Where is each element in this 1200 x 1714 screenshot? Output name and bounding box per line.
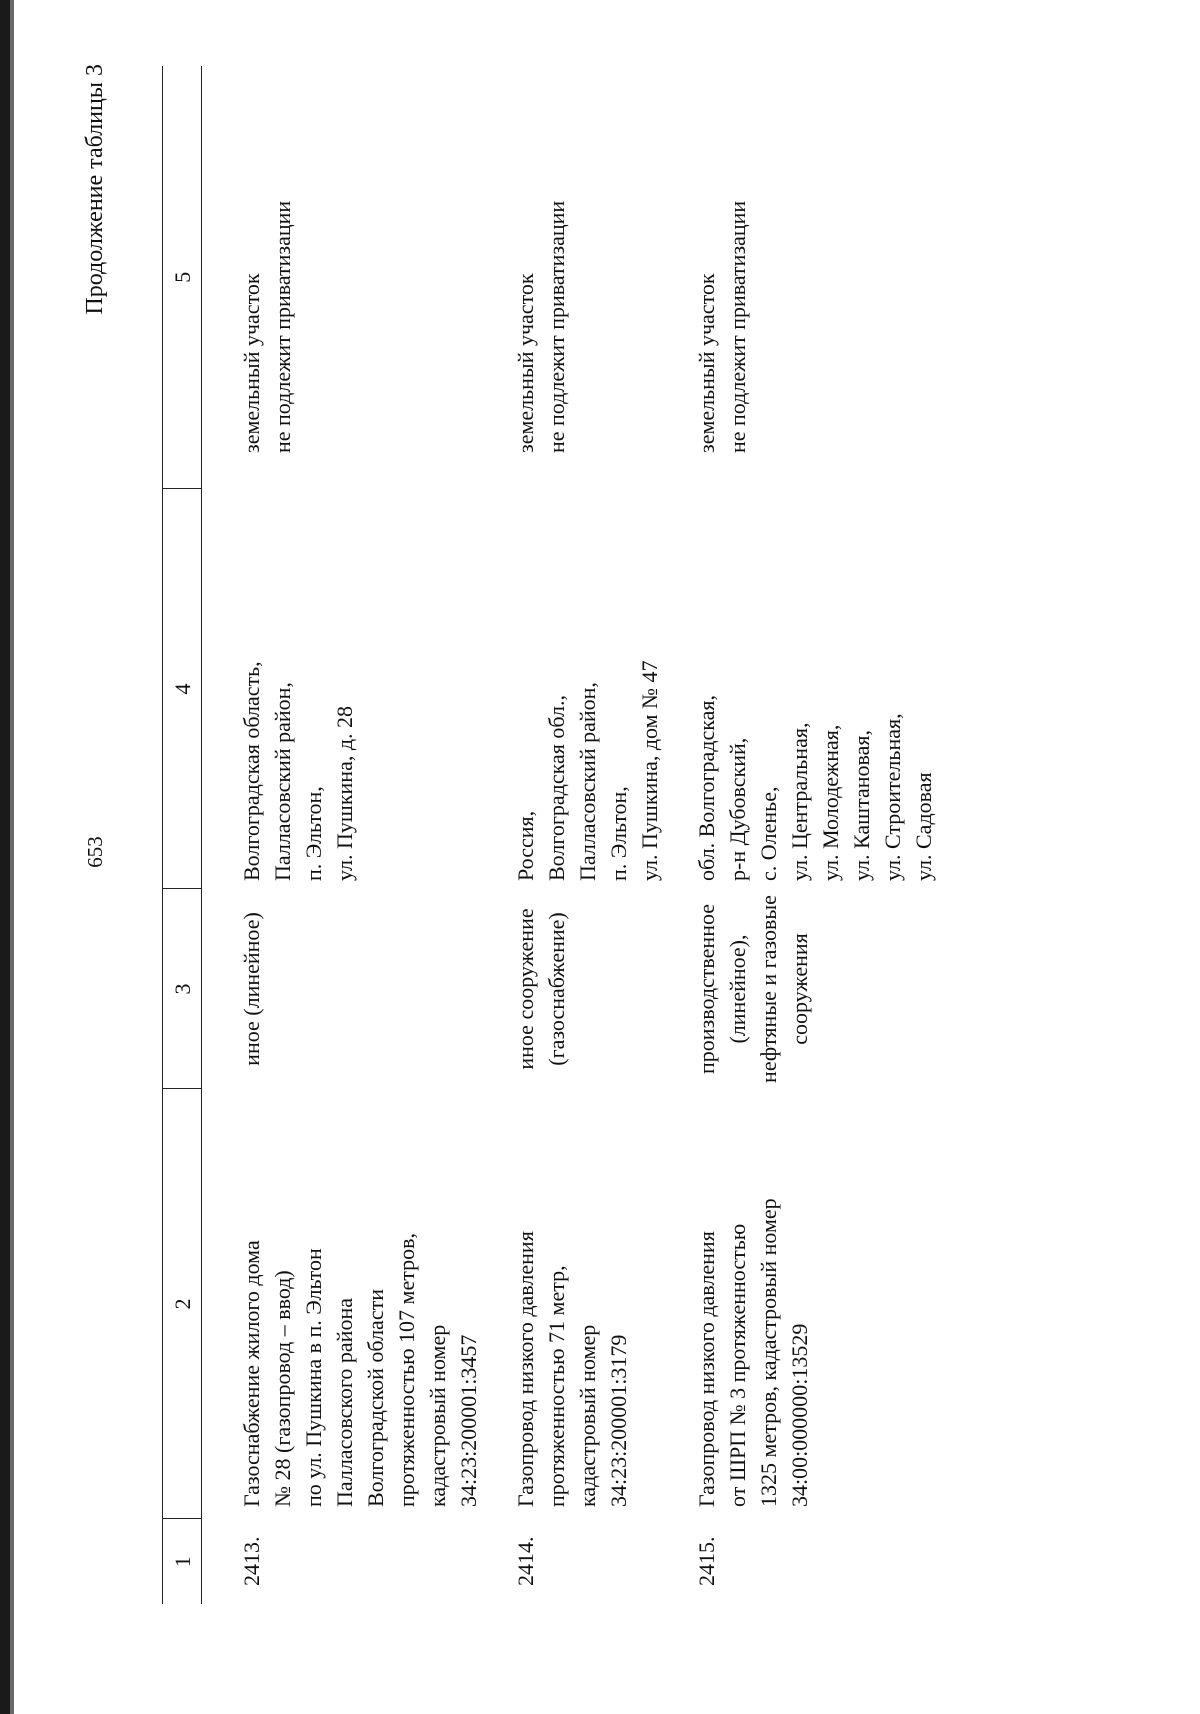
land-note: земельный участок не подлежит приватизации [513,200,569,453]
header-col-1: 1 [163,1519,202,1604]
object-type: иное сооружение (газоснабжение) [513,908,569,1070]
header-col-3: 3 [163,889,202,1089]
header-row [163,66,202,1604]
object-type: производственное (линейное), нефтяные и газовые сооружения [694,895,812,1083]
object-name: Газопровод низкого давления от ШРП № 3 протяженностью 1325 метров, кадастровый номер 34:00:000000:13529 [694,1198,812,1507]
object-name: Газопровод низкого давления протяженностью 71 метр, кадастровый номер 34:23:200001:3179 [513,1231,631,1507]
land-note: земельный участок не подлежит приватизации [239,200,295,453]
object-address: обл. Волгоградская, р-н Дубовский, с. Оленье, ул. Центральная, ул. Молодежная, ул. Каштановая, ул. Строительная, ул. Садовая [694,695,936,881]
header-col-2: 2 [163,1089,202,1519]
object-address: Россия, Волгоградская обл., Палласовский район, п. Эльтон, ул. Пушкина, дом № 47 [513,660,662,881]
object-type: иное (линейное) [239,912,264,1066]
land-note: земельный участок не подлежит приватизации [694,200,750,453]
table-continuation-label: Продолжение таблицы 3 [82,64,108,315]
header-col-4: 4 [163,489,202,889]
registry-table [162,66,965,1604]
object-name: Газоснабжение жилого дома № 28 (газопровод – ввод) по ул. Пушкина в п. Эльтон Палласовского района Волгоградской области протяженностью 107 метров, кадастровый номер 34:23:200001:3457 [239,1232,481,1507]
table-row [510,66,691,1604]
table-row [202,66,511,1604]
row-number: 2415. [694,1536,719,1586]
object-address: Волгоградская область, Палласовский район, п. Эльтон, ул. Пушкина, д. 28 [239,661,357,881]
header-col-5: 5 [163,66,202,489]
row-number: 2413. [239,1536,264,1586]
row-number: 2414. [513,1536,538,1586]
table-row [691,66,965,1604]
page-number: 653 [83,836,107,868]
